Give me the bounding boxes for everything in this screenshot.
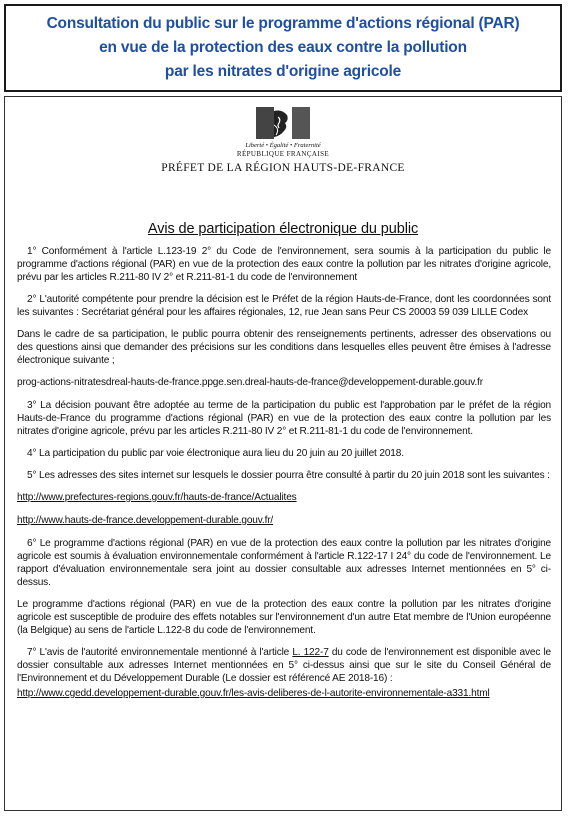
paragraph-4: 3° La décision pouvant être adoptée au terme de la participation du public est l'approbation par le préfet de la région Hauts-de-France du programme d'actions régional (PAR) en vue de la protection des eaux contre la pollution par les nitrates d'origine agricole, prévu par les articles R.211-80 IV 2° et R.211-81-1 du code de l'environnement. xyxy=(17,400,551,437)
paragraph-6: 5° Les adresses des sites internet sur lesquels le dossier pourra être consulté à partir du 20 juin 2018 sont les suivantes : xyxy=(27,470,550,481)
notice-frame xyxy=(4,96,562,811)
paragraph-3: Dans le cadre de sa participation, le public pourra obtenir des renseignements pertinents, adresser des observations ou des questions ainsi que demander des précisions sur les conditions dans lesquelles elles peuvent être émises à l'adresse électronique suivante ; xyxy=(17,329,551,366)
paragraph-8: Le programme d'actions régional (PAR) en vue de la protection des eaux contre la pollution par les nitrates d'origine agricole est susceptible de produire des effets notables sur l'environnement d'un autre Etat membre de l'Union européenne (la Belgique) au sens de l'article L.122-8 du code de l'environnement. xyxy=(17,599,551,636)
paragraph-9-end: du code de l'environnement est disponible avec le dossier consultable aux adresses Internet mentionnées en 5° ci-dessus ainsi que sur le site du Conseil Général de l'Environnement et du Développement Durable (Le dossier est référencé AE 2018-16) : xyxy=(17,647,551,684)
notice-title: Avis de participation électronique du public xyxy=(147,221,419,237)
republic-emblem xyxy=(5,105,561,174)
contact-email: prog-actions-nitratesdreal-hauts-de-france.ppge.sen.dreal-hauts-de-france@developpement-durable.gouv.fr xyxy=(17,377,483,388)
paragraph-9-start: 7° L'avis de l'autorité environnementale mentionné à l'article xyxy=(27,647,293,658)
republic-name: RÉPUBLIQUE FRANÇAISE xyxy=(236,150,330,158)
link-dreal[interactable]: http://www.hauts-de-france.developpement-durable.gouv.fr/ xyxy=(17,515,274,526)
prefect-name: PRÉFET DE LA RÉGION HAUTS-DE-FRANCE xyxy=(161,162,405,174)
link-cgedd[interactable]: http://www.cgedd.developpement-durable.gouv.fr/les-avis-deliberes-de-l-autorite-environnementale-a331.html xyxy=(17,688,490,699)
republic-motto: Liberté • Égalité • Fraternité xyxy=(245,142,321,149)
title-box xyxy=(4,4,562,92)
paragraph-5: 4° La participation du public par voie électronique aura lieu du 20 juin au 20 juillet 2018. xyxy=(27,448,404,459)
title-line-3: par les nitrates d'origine agricole xyxy=(164,63,402,80)
paragraph-7: 6° Le programme d'actions régional (PAR) en vue de la protection des eaux contre la pollution par les nitrates d'origine agricole est soumis à évaluation environnementale conformément à l'article R.122-17 I 24° du code de l'environnement. Le rapport d'évaluation environnementale sera joint au dossier consultable aux adresses Internet mentionnées en 5° ci-dessus. xyxy=(17,538,551,588)
link-prefectures[interactable]: http://www.prefectures-regions.gouv.fr/hauts-de-france/Actualites xyxy=(17,492,297,503)
article-reference-link[interactable]: L. 122-7 xyxy=(292,647,329,658)
paragraph-9 xyxy=(17,646,551,685)
marianne-logo-icon xyxy=(254,105,312,141)
title-line-2: en vue de la protection des eaux contre la pollution xyxy=(99,39,467,56)
title-line-1: Consultation du public sur le programme d'actions régional (PAR) xyxy=(46,15,520,32)
paragraph-2: 2° L'autorité compétente pour prendre la décision est le Préfet de la région Hauts-de-France, dont les coordonnées sont les suivantes : Secrétariat général pour les affaires régionales, 12, rue Jean sans Peur CS 20003 59 039 LILLE Codex xyxy=(17,294,551,318)
paragraph-1: 1° Conformément à l'article L.123-19 2° du Code de l'environnement, sera soumis à la participation du public le programme d'actions régional (PAR) en vue de la protection des eaux contre la pollution par les nitrates d'origine agricole, prévu par les articles R.211-80 IV 2° et R.211-81-1 du code de l'environnement xyxy=(17,246,551,283)
notice-body xyxy=(17,245,551,710)
